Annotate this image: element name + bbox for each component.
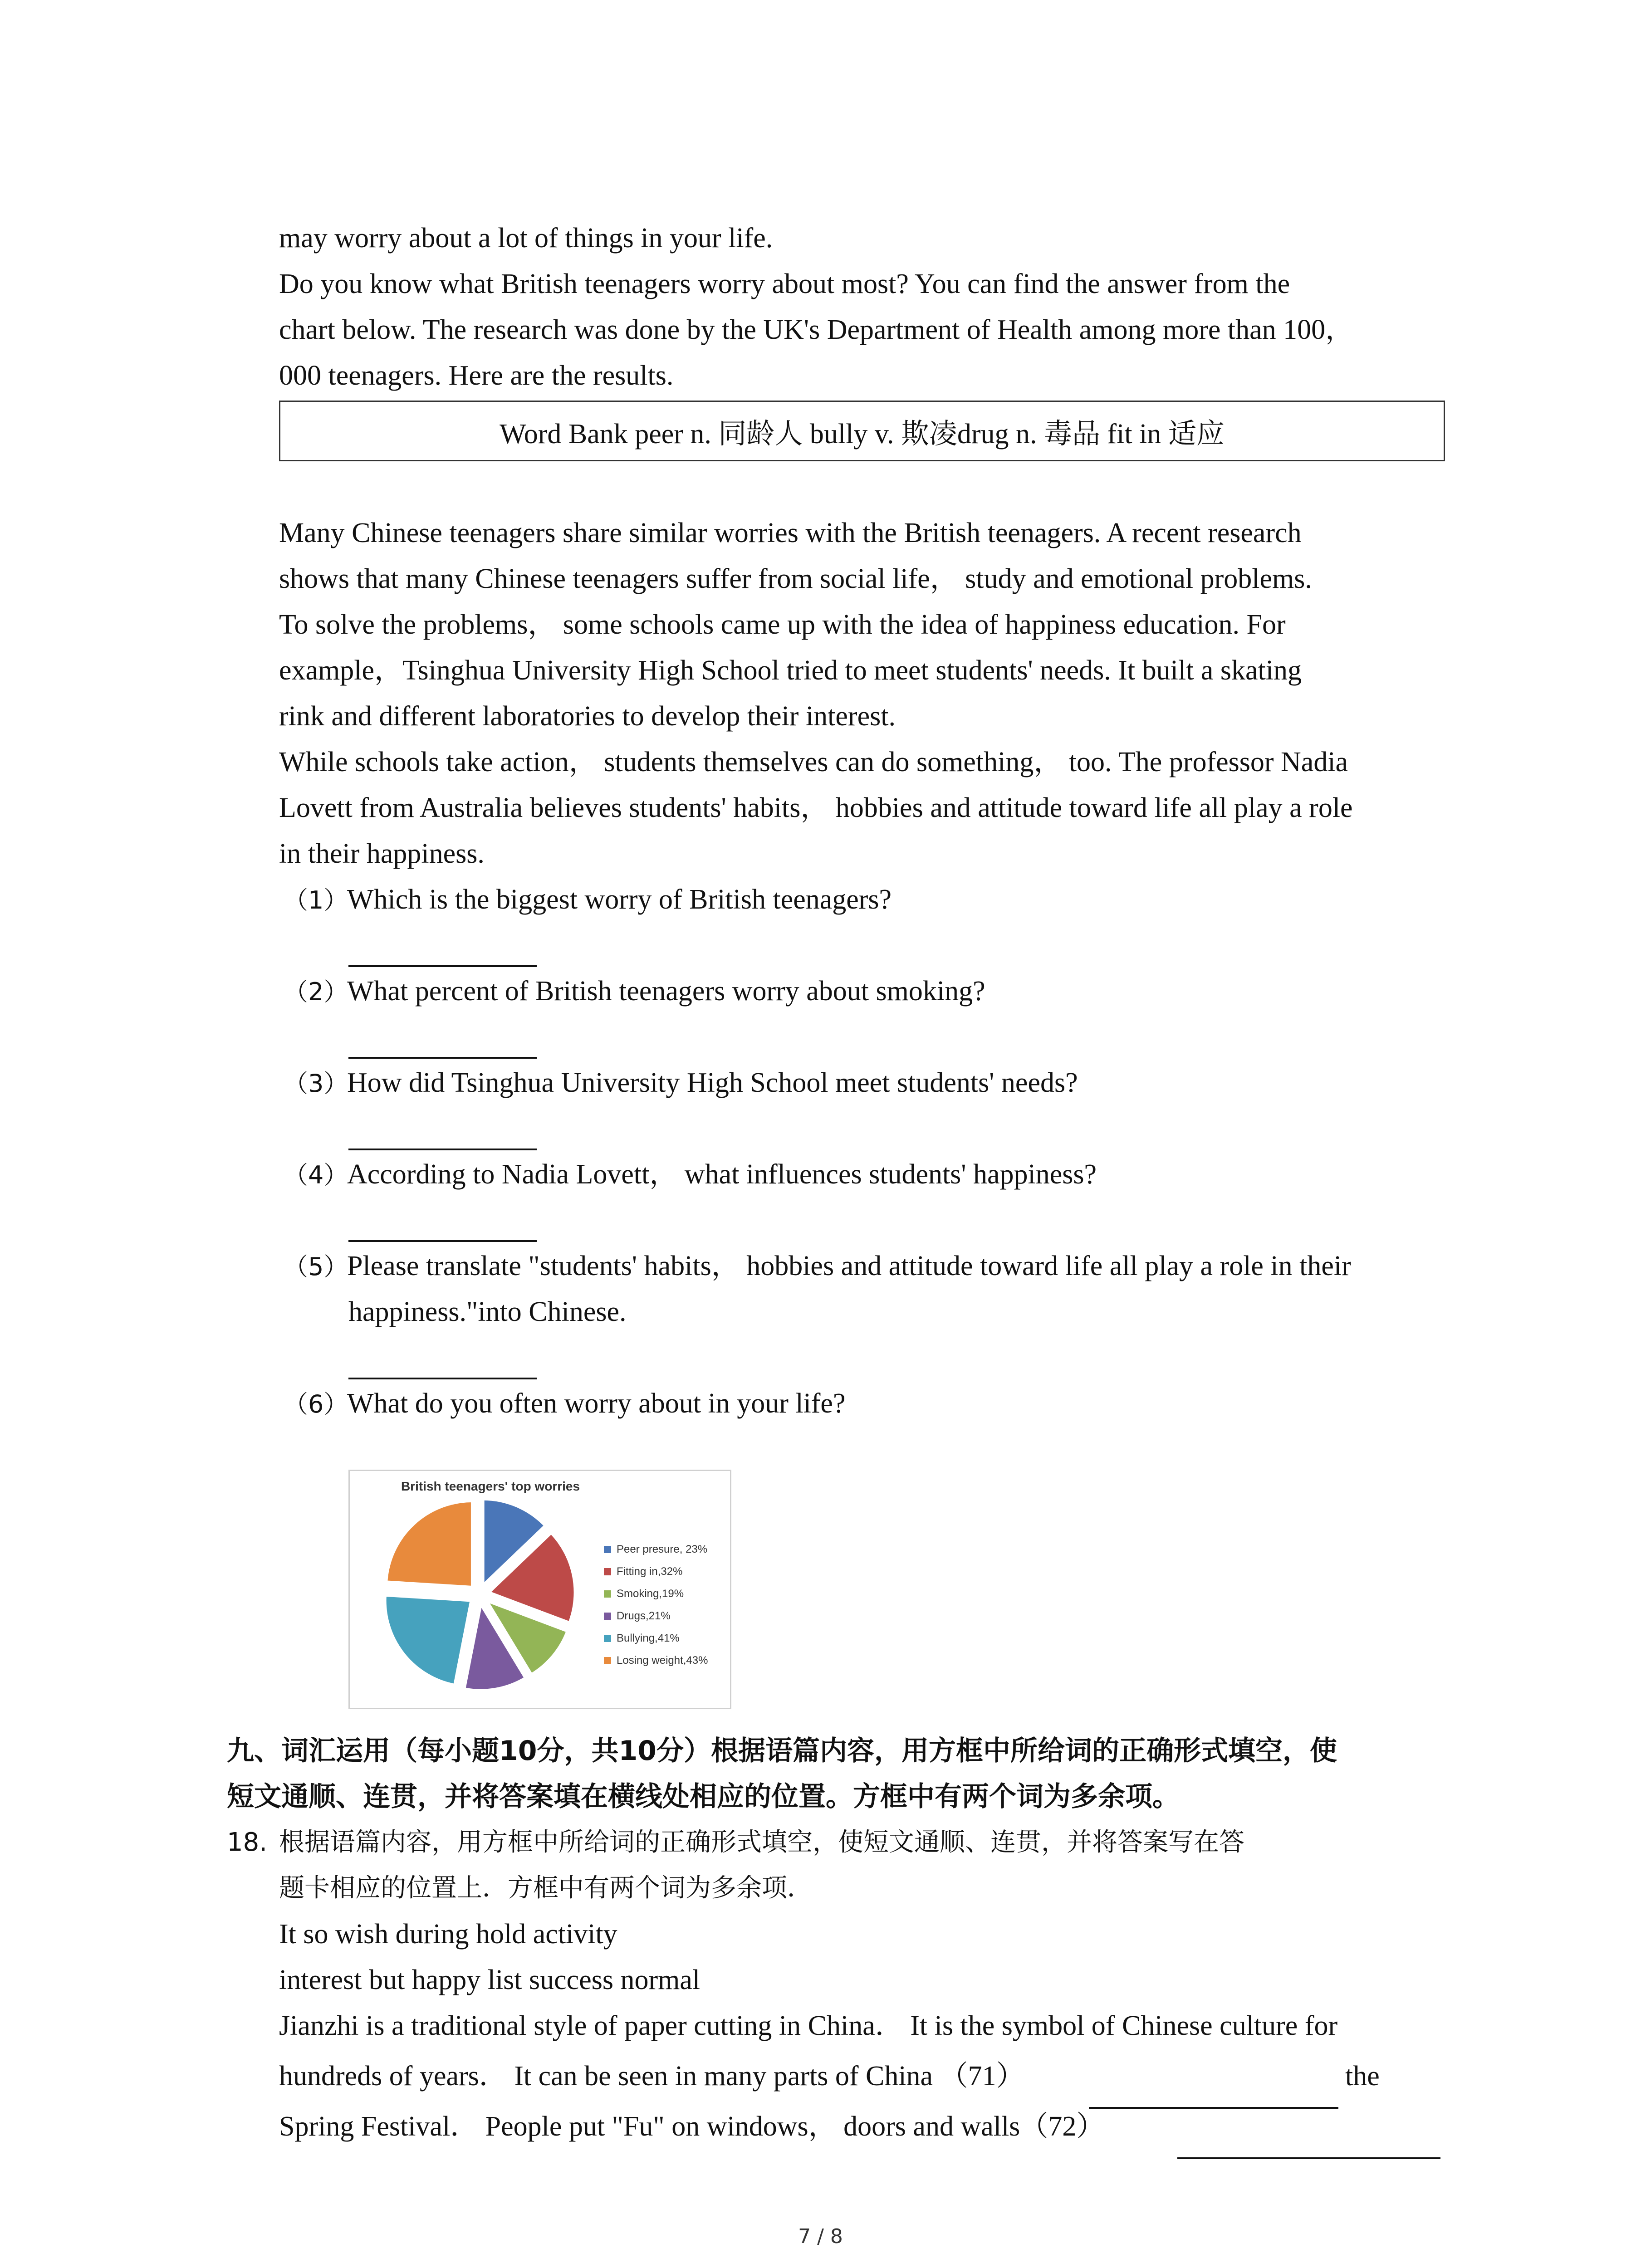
- question-number: （4）: [284, 1161, 348, 1189]
- question-text: Please translate "students' habits， hobbies and attitude toward life all play a role in their: [347, 1251, 1351, 1281]
- question-18-instruction: 题卡相应的位置上．方框中有两个词为多余项．: [279, 1873, 813, 1903]
- legend-item: [604, 1583, 708, 1605]
- passage-line: may worry about a lot of things in your life.: [279, 223, 773, 254]
- page-number: 7 / 8: [798, 2225, 843, 2248]
- passage-line: Jianzhi is a traditional style of paper cutting in China． It is the symbol of Chinese culture for: [279, 2010, 1338, 2041]
- legend-item: [604, 1627, 708, 1649]
- question-4: [284, 1152, 1097, 1198]
- passage-line: Many Chinese teenagers share similar worries with the British teenagers. A recent research: [279, 518, 1302, 548]
- legend-item: [604, 1560, 708, 1583]
- legend-label: Fitting in,32%: [617, 1565, 683, 1578]
- chart-title: British teenagers' top worries: [401, 1479, 580, 1493]
- passage-line: Spring Festival． People put "Fu" on windows， doors and walls（72）: [279, 2111, 1105, 2142]
- passage-line: example，Tsinghua University High School tried to meet students' needs. It built a skating: [279, 655, 1302, 686]
- legend-item: [604, 1538, 708, 1560]
- fill-blank-71[interactable]: [1089, 2107, 1338, 2109]
- legend-item: [604, 1649, 708, 1672]
- legend-label: Losing weight,43%: [617, 1654, 708, 1667]
- chart-legend: [604, 1538, 708, 1672]
- passage-line: [279, 2053, 1024, 2099]
- pie-slice-bullying: [385, 1595, 471, 1685]
- passage-line: 000 teenagers. Here are the results.: [279, 360, 674, 391]
- passage-line: shows that many Chinese teenagers suffer from social life， study and emotional problems.: [279, 563, 1312, 594]
- passage-line: chart below. The research was done by the UK's Department of Health among more than 100，: [279, 314, 1354, 345]
- legend-swatch: [604, 1635, 611, 1642]
- question-number: （6）: [284, 1390, 348, 1418]
- answer-blank-4[interactable]: [348, 1240, 537, 1242]
- legend-swatch: [604, 1590, 611, 1598]
- passage-text: hundreds of years． It can be seen in many parts of China （71）: [279, 2061, 1024, 2092]
- answer-blank-5[interactable]: [348, 1378, 537, 1379]
- pie-chart: [348, 1470, 731, 1709]
- legend-label: Peer presure, 23%: [617, 1543, 708, 1555]
- pie-svg: [350, 1476, 604, 1702]
- word-list-line: interest but happy list success normal: [279, 1965, 700, 1995]
- question-number: （3）: [284, 1069, 348, 1098]
- question-5: [284, 1243, 1351, 1290]
- passage-text: the: [1345, 2061, 1380, 2092]
- word-list-line: It so wish during hold activity: [279, 1919, 617, 1950]
- section-heading: 短文通顺、连贯，并将答案填在横线处相应的位置。方框中有两个词为多余项。: [227, 1781, 1180, 1813]
- question-2: [284, 968, 985, 1015]
- question-1: [284, 877, 892, 923]
- legend-swatch: [604, 1657, 611, 1664]
- legend-label: Bullying,41%: [617, 1632, 680, 1644]
- question-18-number: 18.: [227, 1828, 268, 1857]
- fill-blank-72[interactable]: [1177, 2157, 1440, 2159]
- pie-slice-losing-weight: [386, 1501, 472, 1587]
- answer-blank-1[interactable]: [348, 965, 537, 967]
- word-bank-text: Word Bank peer n. 同龄人 bully v. 欺凌drug n. 毒品 fit in 适应: [500, 418, 1225, 450]
- legend-label: Drugs,21%: [617, 1609, 671, 1622]
- section-heading: 九、词汇运用（每小题10分，共10分）根据语篇内容，用方框中所给词的正确形式填空，使: [227, 1735, 1337, 1767]
- legend-swatch: [604, 1568, 611, 1575]
- question-text: What do you often worry about in your life?: [347, 1388, 846, 1419]
- answer-blank-2[interactable]: [348, 1057, 537, 1059]
- question-5-continued: happiness."into Chinese.: [348, 1296, 627, 1327]
- question-text: How did Tsinghua University High School meet students' needs?: [347, 1067, 1078, 1098]
- legend-label: Smoking,19%: [617, 1587, 684, 1600]
- answer-blank-3[interactable]: [348, 1149, 537, 1150]
- passage-line: in their happiness.: [279, 838, 485, 869]
- passage-line: Do you know what British teenagers worry about most? You can find the answer from the: [279, 269, 1290, 299]
- legend-swatch: [604, 1613, 611, 1620]
- question-number: （5）: [284, 1252, 348, 1281]
- question-18-instruction: 根据语篇内容，用方框中所给词的正确形式填空，使短文通顺、连贯，并将答案写在答: [279, 1828, 1244, 1857]
- question-number: （1）: [284, 886, 348, 914]
- question-number: （2）: [284, 978, 348, 1006]
- passage-line: While schools take action， students themselves can do something， too. The professor Nadia: [279, 747, 1348, 777]
- legend-item: [604, 1605, 708, 1627]
- passage-line: rink and different laboratories to develop their interest.: [279, 701, 896, 732]
- legend-swatch: [604, 1546, 611, 1553]
- question-3: [284, 1060, 1078, 1106]
- passage-line: To solve the problems， some schools came up with the idea of happiness education. For: [279, 609, 1286, 640]
- word-bank-box: [279, 401, 1445, 461]
- passage-line: Lovett from Australia believes students' habits， hobbies and attitude toward life all play a role: [279, 792, 1353, 823]
- question-text: Which is the biggest worry of British teenagers?: [347, 884, 892, 915]
- question-text: What percent of British teenagers worry about smoking?: [347, 976, 985, 1007]
- question-6: [284, 1381, 845, 1427]
- question-text: According to Nadia Lovett， what influences students' happiness?: [347, 1159, 1097, 1190]
